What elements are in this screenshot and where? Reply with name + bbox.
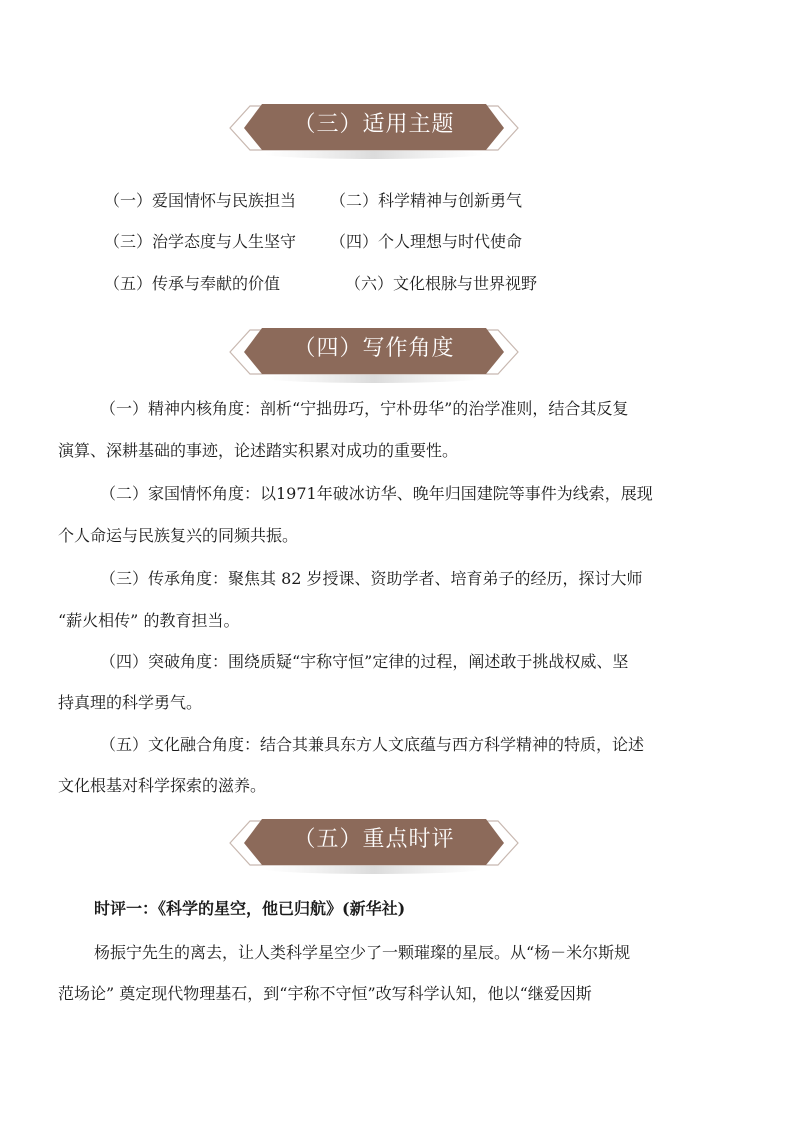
theme-item: （六）文化根脉与世界视野 xyxy=(345,274,538,293)
theme-item: （四）个人理想与时代使命 xyxy=(330,232,523,251)
theme-item: （五）传承与奉献的价值 xyxy=(104,274,281,293)
angle-line: “薪火相传” 的教育担当。 xyxy=(58,611,240,630)
commentary-line: 范场论” 奠定现代物理基石，到“宇称不守恒”改写科学认知，他以“继爱因斯 xyxy=(58,984,592,1003)
theme-item: （二）科学精神与创新勇气 xyxy=(330,191,523,210)
section-title: （三）适用主题 xyxy=(293,112,455,137)
angle-line: 个人命运与民族复兴的同频共振。 xyxy=(58,526,299,545)
section-banner-5 xyxy=(228,815,520,877)
commentary-heading: 时评一：《科学的星空，他已归航》(新华社) xyxy=(94,899,406,918)
section-title: （五）重点时评 xyxy=(293,827,455,852)
angle-line: （五）文化融合角度：结合其兼具东方人文底蕴与西方科学精神的特质，论述 xyxy=(100,735,645,754)
section-banner-3 xyxy=(228,100,520,162)
angle-line: 文化根基对科学探索的滋养。 xyxy=(58,776,267,795)
angle-line: 持真理的科学勇气。 xyxy=(58,693,203,712)
commentary-line: 杨振宁先生的离去，让人类科学星空少了一颗璀璨的星辰。从“杨－米尔斯规 xyxy=(94,943,631,962)
angle-line: （四）突破角度：围绕质疑“宇称守恒”定律的过程，阐述敢于挑战权威、坚 xyxy=(100,652,629,671)
section-title: （四）写作角度 xyxy=(293,336,455,361)
angle-line: 演算、深耕基础的事迹，论述踏实积累对成功的重要性。 xyxy=(58,441,459,460)
section-banner-4 xyxy=(228,324,520,386)
angle-line: （三）传承角度：聚焦其 82 岁授课、资助学者、培育弟子的经历，探讨大师 xyxy=(100,569,643,588)
angle-line: （一）精神内核角度：剖析“宁拙毋巧，宁朴毋华”的治学准则，结合其反复 xyxy=(100,399,629,418)
theme-item: （一）爱国情怀与民族担当 xyxy=(104,191,297,210)
angle-line: （二）家国情怀角度：以1971年破冰访华、晚年归国建院等事件为线索，展现 xyxy=(100,484,653,503)
theme-item: （三）治学态度与人生坚守 xyxy=(104,232,297,251)
